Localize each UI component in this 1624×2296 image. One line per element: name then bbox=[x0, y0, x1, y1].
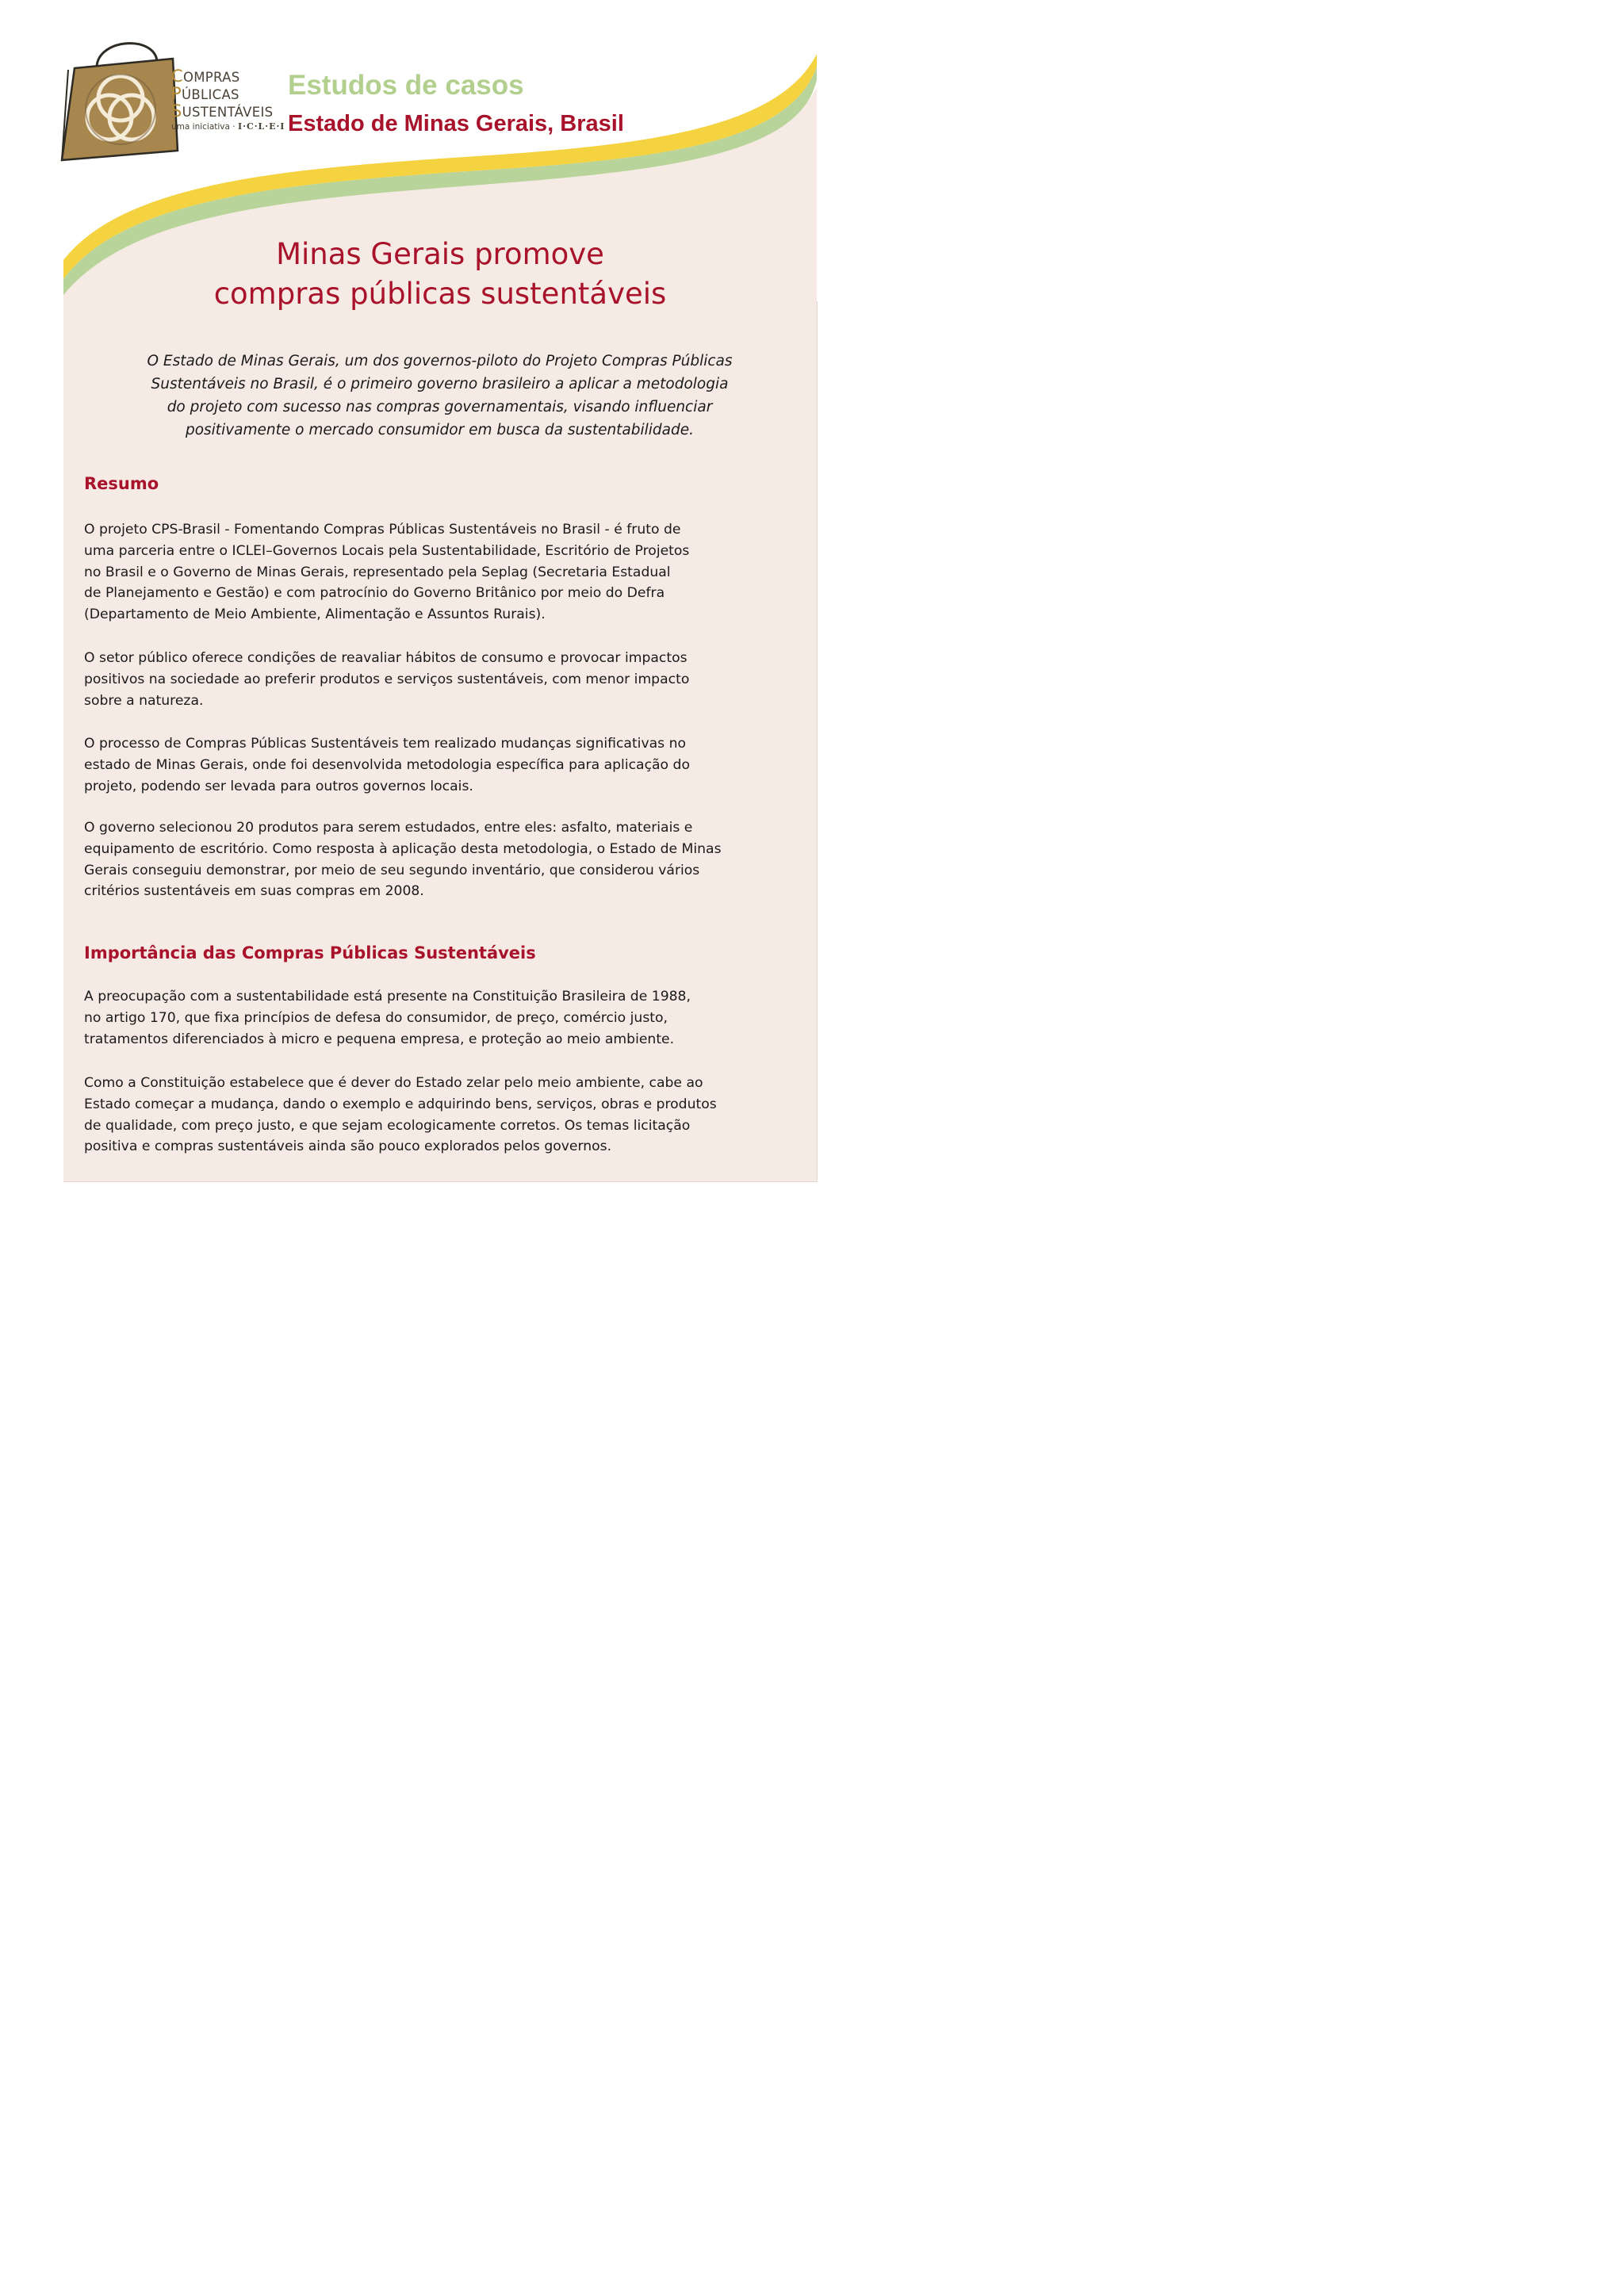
text-line: de qualidade, com preço justo, e que sejam ecologicamente corretos. Os temas licitação bbox=[84, 1117, 691, 1134]
header-subkicker: Estado de Minas Gerais, Brasil bbox=[288, 111, 624, 136]
section-heading-importancia: Importância das Compras Públicas Sustentáveis bbox=[84, 943, 536, 962]
lead-line: Sustentáveis no Brasil, é o primeiro governo brasileiro a aplicar a metodologia bbox=[151, 376, 729, 392]
text-line: Como a Constituição estabelece que é dever do Estado zelar pelo meio ambiente, cabe ao bbox=[84, 1075, 703, 1091]
text-line: positivos na sociedade ao preferir produtos e serviços sustentáveis, com menor impacto bbox=[84, 671, 690, 687]
text-line: positiva e compras sustentáveis ainda são pouco explorados pelos governos. bbox=[84, 1138, 612, 1155]
text-line: de Planejamento e Gestão) e com patrocínio do Governo Britânico por meio do Defra bbox=[84, 585, 665, 602]
text-line: Estado começar a mudança, dando o exemplo e adquirindo bens, serviços, obras e produtos bbox=[84, 1096, 717, 1112]
lead-line: do projeto com sucesso nas compras governamentais, visando influenciar bbox=[167, 399, 713, 415]
text-line: O governo selecionou 20 produtos para serem estudados, entre eles: asfalto, materiais e bbox=[84, 820, 693, 836]
text-line: projeto, podendo ser levada para outros governos locais. bbox=[84, 778, 473, 794]
text-line: tratamentos diferenciados à micro e pequena empresa, e proteção ao meio ambiente. bbox=[84, 1031, 675, 1047]
text-line: uma parceria entre o ICLEI–Governos Locais pela Sustentabilidade, Escritório de Projetos bbox=[84, 542, 690, 559]
importancia-paragraph-2 bbox=[84, 1073, 798, 1158]
page-title bbox=[143, 235, 737, 314]
text-line: Gerais conseguiu demonstrar, por meio de seu segundo inventário, que considerou vários bbox=[84, 862, 700, 878]
lead-line: positivamente o mercado consumidor em busca da sustentabilidade. bbox=[185, 422, 695, 438]
resumo-paragraph-3 bbox=[84, 733, 798, 797]
text-line: no artigo 170, que fixa princípios de defesa do consumidor, de preço, comércio justo, bbox=[84, 1009, 668, 1026]
title-line: compras públicas sustentáveis bbox=[213, 277, 667, 311]
text-line: (Departamento de Meio Ambiente, Alimentação e Assuntos Rurais). bbox=[84, 607, 546, 623]
text-line: sobre a natureza. bbox=[84, 692, 204, 709]
text-line: O projeto CPS-Brasil - Fomentando Compras Públicas Sustentáveis no Brasil - é fruto de bbox=[84, 522, 681, 538]
lead-paragraph bbox=[97, 350, 783, 442]
text-line: equipamento de escritório. Como resposta à aplicação desta metodologia, o Estado de Minas bbox=[84, 840, 722, 857]
header-kicker: Estudos de casos bbox=[288, 70, 524, 101]
text-line: estado de Minas Gerais, onde foi desenvolvida metodologia específica para aplicação do bbox=[84, 756, 690, 773]
text-line: O setor público oferece condições de reavaliar hábitos de consumo e provocar impactos bbox=[84, 650, 688, 666]
logo-line-compras: COMPRAS bbox=[171, 67, 240, 86]
importancia-paragraph-1 bbox=[84, 986, 798, 1050]
resumo-paragraph-2 bbox=[84, 648, 798, 711]
resumo-paragraph-1 bbox=[84, 519, 798, 626]
text-line: A preocupação com a sustentabilidade está presente na Constituição Brasileira de 1988, bbox=[84, 989, 691, 1004]
section-heading-resumo: Resumo bbox=[84, 474, 159, 493]
logo-tagline: uma iniciativa · I·C·L·E·I bbox=[171, 121, 285, 132]
title-line: Minas Gerais promove bbox=[276, 237, 604, 271]
resumo-paragraph-4 bbox=[84, 817, 798, 902]
text-line: critérios sustentáveis em suas compras em 2008. bbox=[84, 883, 424, 900]
logo-line-sustentaveis: SUSTENTÁVEIS bbox=[171, 101, 274, 121]
logo-line-publicas: PÚBLICAS bbox=[171, 84, 239, 103]
text-line: no Brasil e o Governo de Minas Gerais, representado pela Seplag (Secretaria Estadual bbox=[84, 564, 671, 580]
text-line: O processo de Compras Públicas Sustentáveis tem realizado mudanças significativas no bbox=[84, 736, 686, 752]
logo-wordmark bbox=[171, 68, 285, 133]
lead-line: O Estado de Minas Gerais, um dos governos-piloto do Projeto Compras Públicas bbox=[147, 353, 733, 369]
